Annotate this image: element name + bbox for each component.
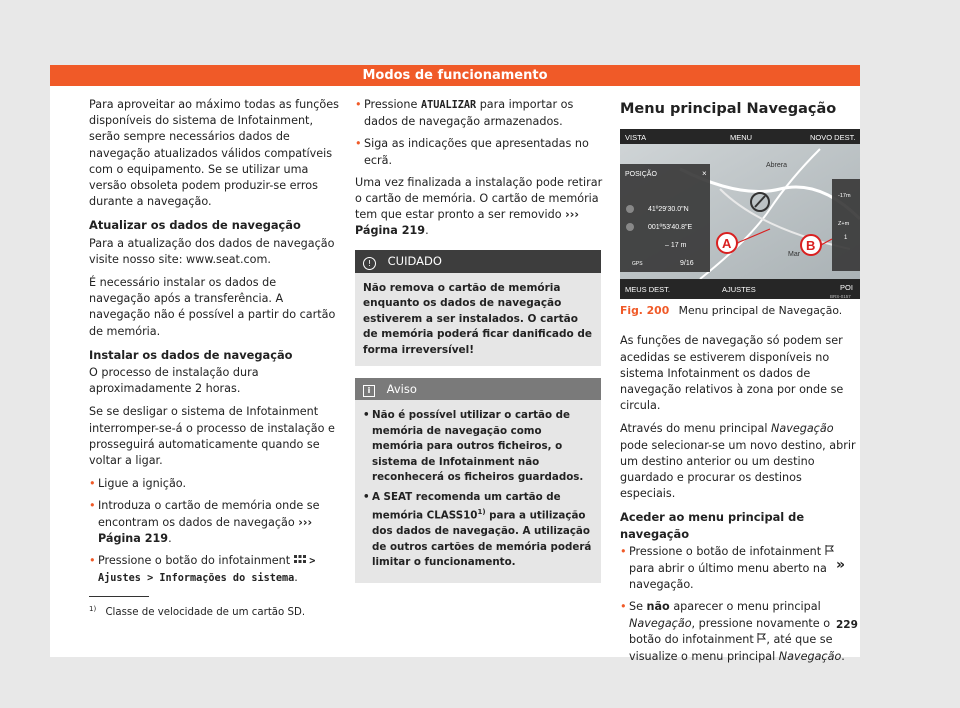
step-if-text: Se (629, 600, 643, 614)
heading-access-nav-menu: Aceder ao menu principal de navegação (620, 510, 805, 541)
chapter-banner: Modos de funcionamento (50, 65, 860, 86)
remove-card-paragraph: Uma vez finalizada a instalação pode retirar o cartão de memória. O cartão de memória tem que estar pronto a ser removido ››› Página 219. (355, 175, 603, 238)
page-number: 229 (836, 619, 858, 631)
step-press-nav-pre: Pressione o botão de infotainment (629, 544, 822, 558)
satellites: 9/16 (680, 260, 694, 268)
footnote-ref: 1) (477, 508, 486, 517)
nav-menu-text-post: pode selecionar-se um novo destino, abrir um destino anterior ou um destino guardado e procurar os destinos especiais. (620, 438, 856, 501)
list-item (363, 490, 593, 571)
update-paragraph: Para a atualização dos dados de navegação visite nosso site: www.seat.com. (89, 236, 335, 266)
continue-marker: » (836, 557, 846, 573)
figure-code: BRS-0157 (830, 294, 851, 300)
install-interrupt-paragraph: Se se desligar o sistema de Infotainment interromper-se-á o processo de instalação e prosseguirá automaticamente quando se voltar a ligar. (89, 405, 335, 468)
bullet-dot: • (355, 137, 362, 151)
note-item-1: Não é possível utilizar o cartão de memória de navegação como memória para outros ficheiros, o sistema de Infotainment não reconhecerá os ficheiros guardados. (372, 409, 584, 484)
step-insert-card: Introduza o cartão de memória onde se encontram os dados de navegação (98, 499, 320, 529)
heading-update-nav-data: Atualizar os dados de navegação (89, 218, 301, 233)
tab-vista: VISTA (625, 133, 647, 143)
step-import-text: para importar os dados de navegação armazenados. (364, 98, 574, 129)
tab-settings: AJUSTES (722, 285, 756, 295)
step-press-again-text: , pressione novamente o botão do infotainment (629, 616, 831, 646)
footnote (89, 605, 305, 618)
menu-path: > Ajustes > Informações do sistema (98, 556, 316, 585)
note-item-2-pre: A SEAT recomenda um cartão de memória CLASS10 (372, 490, 561, 522)
callout-b: B (806, 238, 816, 254)
tab-menu: MENU (730, 133, 753, 143)
list-item (89, 476, 339, 492)
bullet-dot: • (620, 600, 627, 614)
navigation-screen-figure (620, 129, 860, 299)
list-item (620, 544, 860, 594)
intro-paragraph: Para aproveitar ao máximo todas as funções disponíveis do sistema de Infotainment, serão sempre necessários dados de navegação atualizados válidos compatíveis com o equipamento. Se se utilizar uma versão obsoleta podem produzir-se erros durante a navegação. (89, 98, 339, 209)
caution-header (355, 250, 601, 273)
footnote-text: Classe de velocidade de um cartão SD. (105, 607, 306, 619)
callout-a: A (722, 236, 732, 252)
caution-title: CUIDADO (387, 253, 442, 268)
section-title: Menu principal Navegação (620, 101, 837, 117)
column-1 (89, 97, 339, 593)
note-body (355, 400, 601, 582)
caution-text: Não remova o cartão de memória enquanto os dados de navegação estiverem a ser instalados. O cartão de memória poderá ficar danificado de forma irreversível! (355, 273, 601, 367)
step-nav-term-2: Navegação (778, 650, 842, 664)
list-item: • Introduza o cartão de memória onde se encontram os dados de navegação ››› Página 219. (89, 499, 320, 545)
column-2 (355, 97, 603, 583)
note-item-2-post: para a utilização dos dados de navegação. A utilização de outros cartões de memória poderá limitar o funcionamento. (372, 509, 592, 569)
map-city-mar: Mar (788, 251, 801, 259)
bullet-dot: • (363, 409, 370, 422)
footnote-divider (89, 596, 149, 597)
list-item (620, 599, 860, 665)
step-press-button: Pressione o botão do infotainment (98, 554, 291, 568)
heading-install-nav-data: Instalar os dados de navegação (89, 347, 293, 362)
footnote-mark: 1) (89, 605, 97, 613)
nav-menu-text-pre: Através do menu principal (620, 422, 768, 436)
step-appear-text: aparecer o menu principal (673, 600, 821, 614)
step-end-dot: . (841, 650, 845, 664)
step-nav-term: Navegação (629, 616, 692, 630)
bullet-dot: • (363, 490, 370, 503)
step-press-label: Pressione (364, 98, 418, 111)
menu-grid-icon (294, 554, 306, 570)
note-box (355, 378, 601, 582)
figure-number: Fig. 200 (620, 304, 670, 318)
nav-menu-paragraph (620, 421, 860, 502)
install-duration-paragraph: O processo de instalação dura aproximadamente 2 horas. (89, 366, 259, 396)
altitude: – 17 m (665, 242, 687, 250)
map-city-abrera: Abrera (766, 162, 788, 170)
right-panel-zoom: Z+m (838, 221, 850, 228)
list-item (355, 97, 603, 130)
nav-menu-term: Navegação (771, 422, 834, 436)
tab-poi: POI (840, 283, 853, 293)
step-until-text: , até que se visualize o menu principal (629, 632, 833, 664)
tab-new-destination: NOVO DEST. (810, 133, 856, 143)
page-reference-link[interactable]: ››› Página 219 (98, 515, 313, 545)
update-button-label: ATUALIZAR (420, 100, 477, 111)
position-panel-title: POSIÇÃO (625, 171, 657, 179)
nav-screen-illustration (620, 129, 860, 299)
figure-caption (620, 303, 860, 319)
right-panel-altitude: -17m (838, 193, 851, 200)
page-reference-link[interactable]: ››› Página 219 (355, 208, 579, 238)
figure-caption-text: Menu principal de Navegação. (678, 304, 843, 318)
latitude: 41º29'30.0"N (648, 206, 689, 214)
bullet-dot: • (89, 499, 96, 513)
tab-my-destinations: MEUS DEST. (625, 285, 671, 295)
warning-circle-icon: ! (363, 257, 376, 270)
list-item (355, 136, 603, 168)
close-icon: × (702, 169, 707, 179)
remove-card-text: Uma vez finalizada a instalação pode retirar o cartão de memória. O cartão de memória tem que estar pronto a ser removido (355, 175, 603, 222)
flag-icon (757, 633, 766, 649)
list-item (363, 408, 593, 486)
step-follow-instructions: Siga as indicações que apresentadas no ecrã. (364, 137, 589, 167)
bullet-dot: • (89, 554, 96, 568)
install-required-paragraph: É necessário instalar os dados de navegação após a transferência. A navegação não é possível a partir do cartão de memória. (89, 276, 336, 338)
bullet-dot: • (620, 544, 627, 558)
note-header (355, 378, 601, 400)
volume-level: 1 (844, 235, 848, 242)
column-3 (620, 97, 860, 671)
caution-box (355, 250, 601, 367)
bullet-dot: • (89, 477, 96, 491)
nav-availability-paragraph: As funções de navegação só podem ser acedidas se estiverem disponíveis no sistema Infotainment os dados de navegação relativos à zona por onde se circula. (620, 334, 844, 413)
bullet-dot: • (355, 98, 362, 111)
step-ignition: Ligue a ignição. (98, 477, 187, 491)
step-not-text: não (646, 600, 670, 614)
longitude: 001º53'40.8"E (648, 224, 693, 232)
info-icon: i (363, 385, 375, 397)
note-title: Aviso (386, 382, 417, 397)
gps-label: GPS (632, 261, 643, 268)
step-press-nav-post: para abrir o último menu aberto na navegação. (629, 562, 827, 592)
list-item: • Pressione o botão do infotainment > Ajustes > Informações do sistema. (89, 554, 316, 585)
flag-icon (825, 545, 834, 561)
